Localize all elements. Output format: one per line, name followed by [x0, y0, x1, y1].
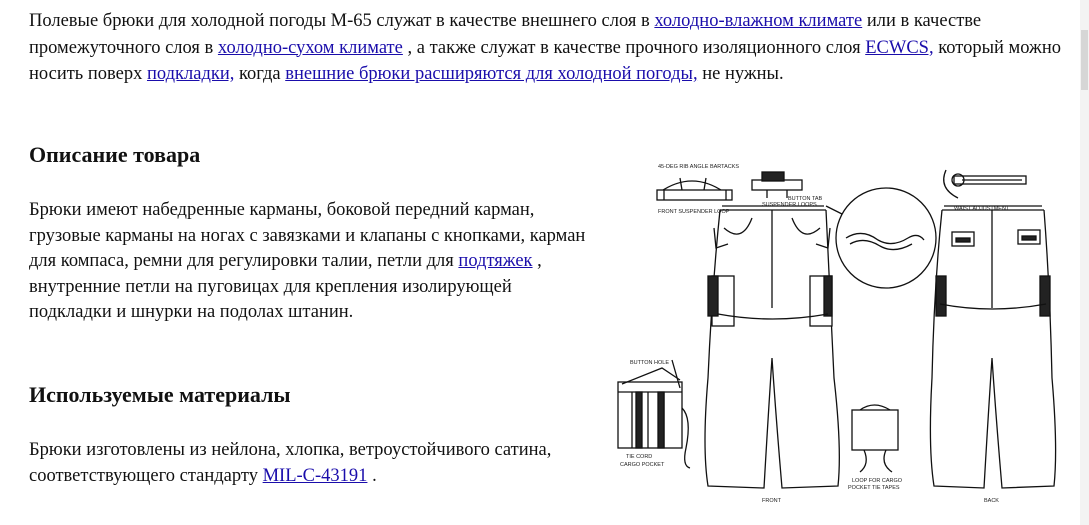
- label-front: FRONT: [762, 498, 781, 504]
- trousers-drawing-svg: [602, 148, 1064, 520]
- cargo-pocket-detail: [618, 360, 690, 468]
- bartack-zoom-circle: [826, 188, 936, 288]
- materials-text: .: [367, 465, 377, 486]
- back-trousers: [930, 206, 1055, 488]
- label-bartacks: 45-DEG RIB ANGLE BARTACKS: [658, 164, 740, 170]
- label-tie-cord: TIE CORD: [626, 454, 653, 460]
- front-trousers: [705, 206, 839, 488]
- materials-heading: Используемые материалы: [29, 382, 291, 407]
- label-pocket-tie-tapes: POCKET TIE TAPES: [848, 485, 900, 491]
- suspender-loops-detail: [752, 172, 802, 198]
- intro-text: , а также служат в качестве прочного изоляционного слоя: [402, 37, 866, 58]
- description-text: , внутренние петли на пуговицах для крепления изолирующей подкладки и шнурки на подолах штанин.: [29, 251, 542, 322]
- link-ecwcs[interactable]: ECWCS,: [865, 37, 934, 58]
- label-suspender-loops: SUSPENDER LOOPS: [762, 202, 817, 208]
- intro-text: не нужны.: [697, 64, 784, 84]
- label-waist-adjustment: WAIST ADJUSTMENT: [954, 206, 1010, 212]
- label-cargo-pocket: CARGO POCKET: [620, 462, 665, 468]
- intro-text: который можно носить поверх: [29, 37, 1061, 84]
- intro-text: когда: [234, 64, 286, 84]
- intro-text: или в качестве промежуточного слоя в: [29, 11, 982, 58]
- description-text: Брюки имеют набедренные карманы, боковой передний карман, грузовые карманы на ногах с завязками и клапаны с кнопками, карман для компаса, ремни для регулировки талии, петли для: [29, 200, 586, 271]
- link-liner[interactable]: подкладки,: [146, 64, 235, 84]
- description-paragraph: [29, 198, 589, 326]
- materials-paragraph: [29, 438, 589, 489]
- label-button-hole: BUTTON HOLE: [630, 360, 670, 366]
- suspender-loop-detail: [657, 178, 732, 200]
- intro-paragraph: [29, 8, 1074, 88]
- description-heading: Описание товара: [29, 142, 201, 167]
- label-loop-for-cargo: LOOP FOR CARGO: [852, 478, 903, 484]
- trousers-technical-drawing: [602, 148, 1064, 520]
- link-cold-wet-climate[interactable]: холодно-влажном климате: [654, 11, 863, 31]
- scrollbar-thumb[interactable]: [1081, 30, 1088, 90]
- label-front-suspender-loop: FRONT SUSPENDER LOOP: [658, 209, 730, 215]
- loop-for-cargo-detail: [852, 405, 898, 472]
- label-button-tab: BUTTON TAB: [788, 196, 823, 202]
- label-back: BACK: [984, 498, 999, 504]
- waist-adjustment-detail: [944, 170, 1026, 198]
- vertical-scrollbar[interactable]: [1080, 0, 1089, 525]
- materials-text: Брюки изготовлены из нейлона, хлопка, ветроустойчивого сатина, соответствующего стандарту: [29, 440, 552, 486]
- link-cold-dry-climate[interactable]: холодно-сухом климате: [217, 37, 403, 58]
- link-suspenders[interactable]: подтяжек: [458, 251, 533, 271]
- intro-text: Полевые брюки для холодной погоды М-65 служат в качестве внешнего слоя в: [29, 11, 655, 31]
- link-mil-c-43191[interactable]: MIL-C-43191: [262, 465, 368, 486]
- link-extended-cold-weather-trousers[interactable]: внешние брюки расширяются для холодной погоды,: [285, 64, 698, 84]
